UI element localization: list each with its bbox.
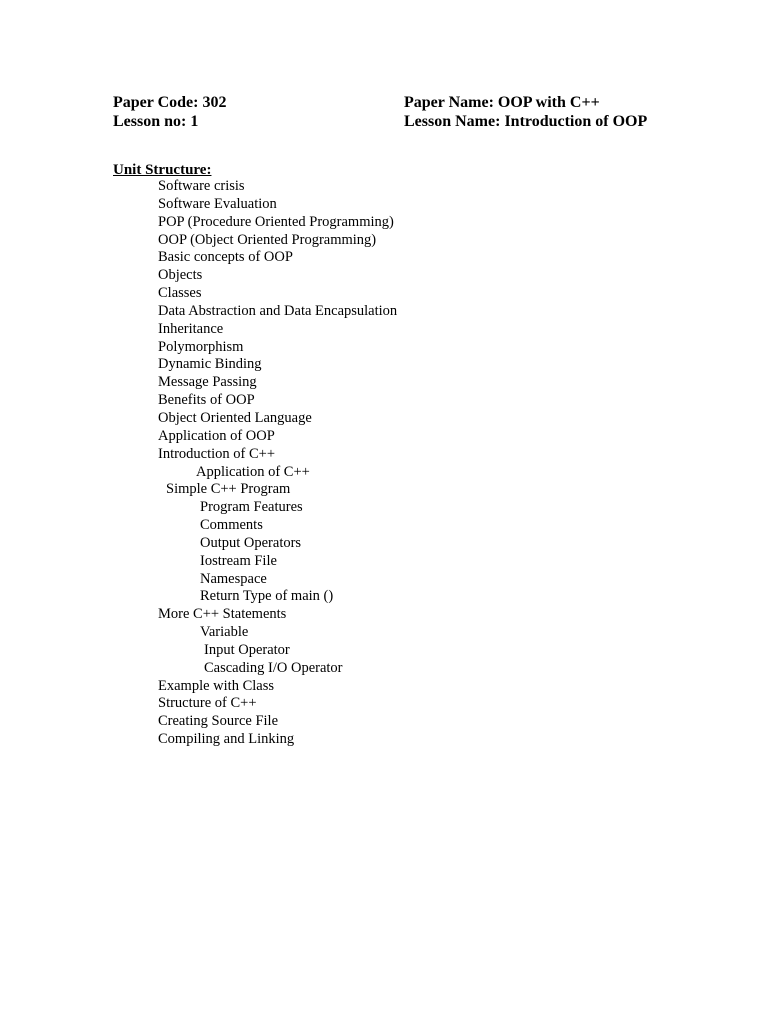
unit-structure-item: Iostream File: [200, 552, 277, 569]
unit-structure-item: Introduction of C++: [158, 445, 276, 462]
unit-structure-item: Cascading I/O Operator: [204, 659, 343, 676]
unit-structure-item: Object Oriented Language: [158, 409, 312, 426]
unit-structure-item: More C++ Statements: [158, 606, 287, 623]
unit-structure-item: Objects: [158, 267, 203, 284]
unit-structure-item: OOP (Object Oriented Programming): [158, 231, 377, 248]
unit-structure-item: Creating Source File: [158, 713, 279, 730]
unit-structure-item: Inheritance: [158, 320, 224, 337]
unit-structure-item: Namespace: [200, 570, 267, 587]
unit-structure-item: Compiling and Linking: [158, 731, 295, 748]
paper-name: Paper Name: OOP with C++: [404, 94, 600, 111]
lesson-number: Lesson no: 1: [113, 113, 199, 130]
unit-structure-item: Structure of C++: [158, 695, 257, 712]
unit-structure-item: Benefits of OOP: [158, 392, 255, 409]
lesson-name: Lesson Name: Introduction of OOP: [404, 113, 648, 130]
unit-structure-item: Classes: [158, 285, 202, 302]
unit-structure-item: Software Evaluation: [158, 195, 277, 212]
paper-code: Paper Code: 302: [113, 94, 227, 111]
unit-structure-list: [0, 178, 768, 749]
unit-structure-item: Data Abstraction and Data Encapsulation: [158, 302, 398, 319]
unit-structure-item: Application of OOP: [158, 427, 275, 444]
unit-structure-item: Example with Class: [158, 677, 274, 694]
unit-structure-item: Software crisis: [158, 178, 245, 194]
unit-structure-item: Basic concepts of OOP: [158, 249, 293, 266]
unit-structure-item: Program Features: [200, 499, 303, 516]
unit-structure-item: Return Type of main (): [200, 588, 334, 605]
unit-structure-item: Comments: [200, 517, 263, 534]
unit-structure-item: Message Passing: [158, 374, 257, 391]
unit-structure-item: Simple C++ Program: [166, 481, 291, 498]
unit-structure-item: Dynamic Binding: [158, 356, 262, 373]
unit-structure-item: POP (Procedure Oriented Programming): [158, 213, 394, 230]
unit-structure-item: Application of C++: [196, 463, 310, 480]
unit-structure-item: Output Operators: [200, 534, 302, 551]
unit-structure-item: Polymorphism: [158, 338, 244, 355]
unit-structure-heading: Unit Structure:: [113, 162, 212, 178]
unit-structure-item: Input Operator: [204, 641, 290, 658]
unit-structure-item: Variable: [200, 624, 249, 641]
